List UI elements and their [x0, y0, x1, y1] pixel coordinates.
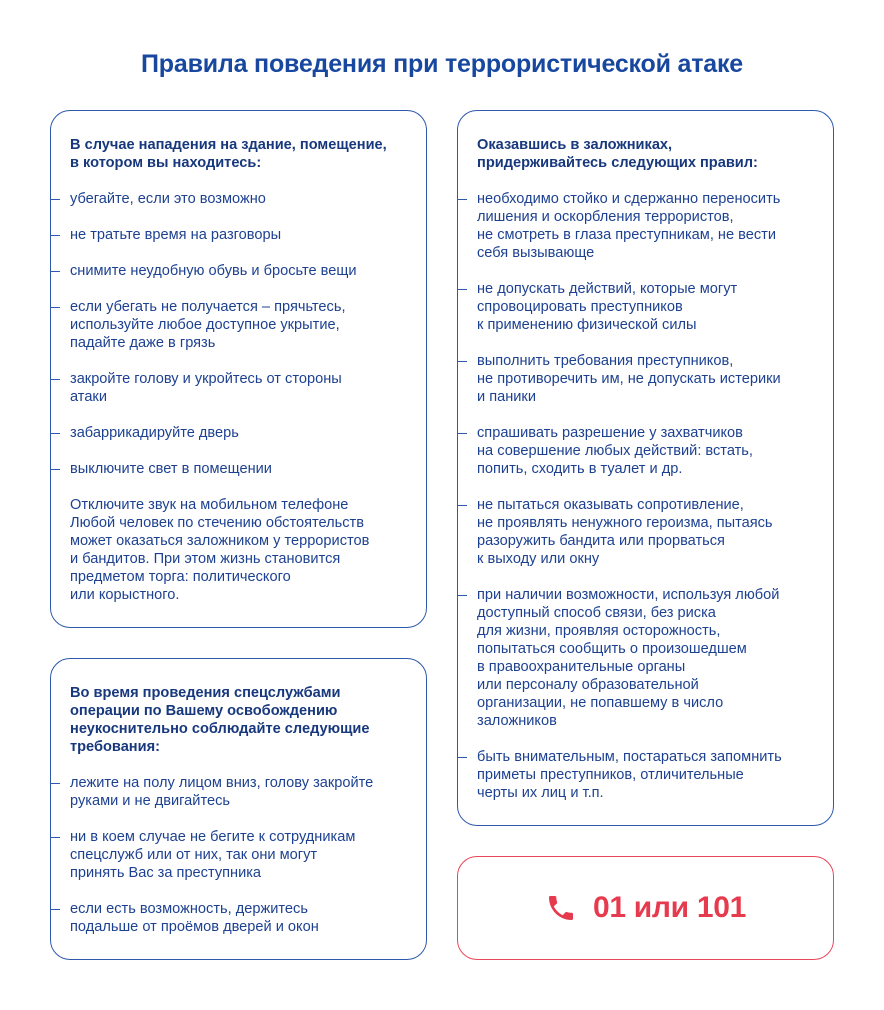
list-item: снимите неудобную обувь и бросьте вещи	[70, 262, 406, 280]
dash-bullet	[50, 837, 60, 838]
list-item: выполнить требования преступников, не противоречить им, не допускать истерики и паники	[477, 352, 813, 406]
list-item: быть внимательным, постараться запомнить приметы преступников, отличительные черты их лиц и т.п.	[477, 748, 813, 802]
dash-bullet	[457, 361, 467, 362]
dash-bullet	[457, 199, 467, 200]
dash-bullet	[457, 433, 467, 434]
dash-bullet	[457, 757, 467, 758]
release-rules-heading: Во время проведения спецслужбами операции по Вашему освобождению неукоснительно соблюдайте следующие требования:	[70, 685, 370, 755]
dash-bullet	[50, 307, 60, 308]
attack-rules-card	[50, 110, 427, 628]
release-rules-list	[70, 774, 406, 936]
dash-bullet	[50, 271, 60, 272]
list-item: выключите свет в помещении	[70, 460, 406, 478]
emergency-phone-numbers: 01 или 101	[592, 891, 747, 924]
dash-bullet	[50, 469, 60, 470]
list-item: если убегать не получается – прячьтесь, используйте любое доступное укрытие, падайте даже в грязь	[70, 298, 406, 352]
dash-bullet	[50, 199, 60, 200]
dash-bullet	[457, 595, 467, 596]
list-item: необходимо стойко и сдержанно переносить лишения и оскорбления террористов, не смотреть в глаза преступникам, не вести себя вызывающе	[477, 190, 813, 262]
list-item: спрашивать разрешение у захватчиков на совершение любых действий: встать, попить, сходить в туалет и др.	[477, 424, 813, 478]
hostage-rules-heading: Оказавшись в заложниках, придерживайтесь следующих правил:	[477, 137, 758, 171]
list-item: убегайте, если это возможно	[70, 190, 406, 208]
list-item: закройте голову и укройтесь от стороны атаки	[70, 370, 406, 406]
dash-bullet	[50, 783, 60, 784]
list-item: не пытаться оказывать сопротивление, не проявлять ненужного героизма, пытаясь разоружить бандита или прорваться к выходу или окну	[477, 496, 813, 568]
list-item: забаррикадируйте дверь	[70, 424, 406, 442]
list-item: не допускать действий, которые могут спровоцировать преступников к применению физической силы	[477, 280, 813, 334]
dash-bullet	[50, 235, 60, 236]
dash-bullet	[457, 289, 467, 290]
list-item: если есть возможность, держитесь подальше от проёмов дверей и окон	[70, 900, 406, 936]
attack-rules-heading: В случае нападения на здание, помещение, в котором вы находитесь:	[70, 137, 387, 171]
list-item: не тратьте время на разговоры	[70, 226, 406, 244]
release-rules-card	[50, 658, 427, 960]
list-item: лежите на полу лицом вниз, голову закройте руками и не двигайтесь	[70, 774, 406, 810]
hostage-rules-card	[457, 110, 834, 826]
attack-rules-note: Отключите звук на мобильном телефоне Любой человек по стечению обстоятельств может оказаться заложником у террористов и бандитов. При этом жизнь становится предметом торга: политического или корыстного.	[70, 497, 370, 603]
hostage-rules-list	[477, 190, 813, 802]
attack-rules-list	[70, 190, 406, 478]
dash-bullet	[457, 505, 467, 506]
list-item: ни в коем случае не бегите к сотрудникам спецслужб или от них, так они могут принять Вас за преступника	[70, 828, 406, 882]
dash-bullet	[50, 379, 60, 380]
list-item: при наличии возможности, используя любой доступный способ связи, без риска для жизни, проявляя осторожность, попытаться сообщить о произошедшем в правоохранительные органы или персоналу образовательной организации, не попавшему в число заложников	[477, 586, 813, 730]
dash-bullet	[50, 433, 60, 434]
phone-icon	[545, 892, 577, 924]
dash-bullet	[50, 909, 60, 910]
page-title: Правила поведения при террористической атаке	[141, 50, 743, 78]
emergency-phone-card	[457, 856, 834, 960]
